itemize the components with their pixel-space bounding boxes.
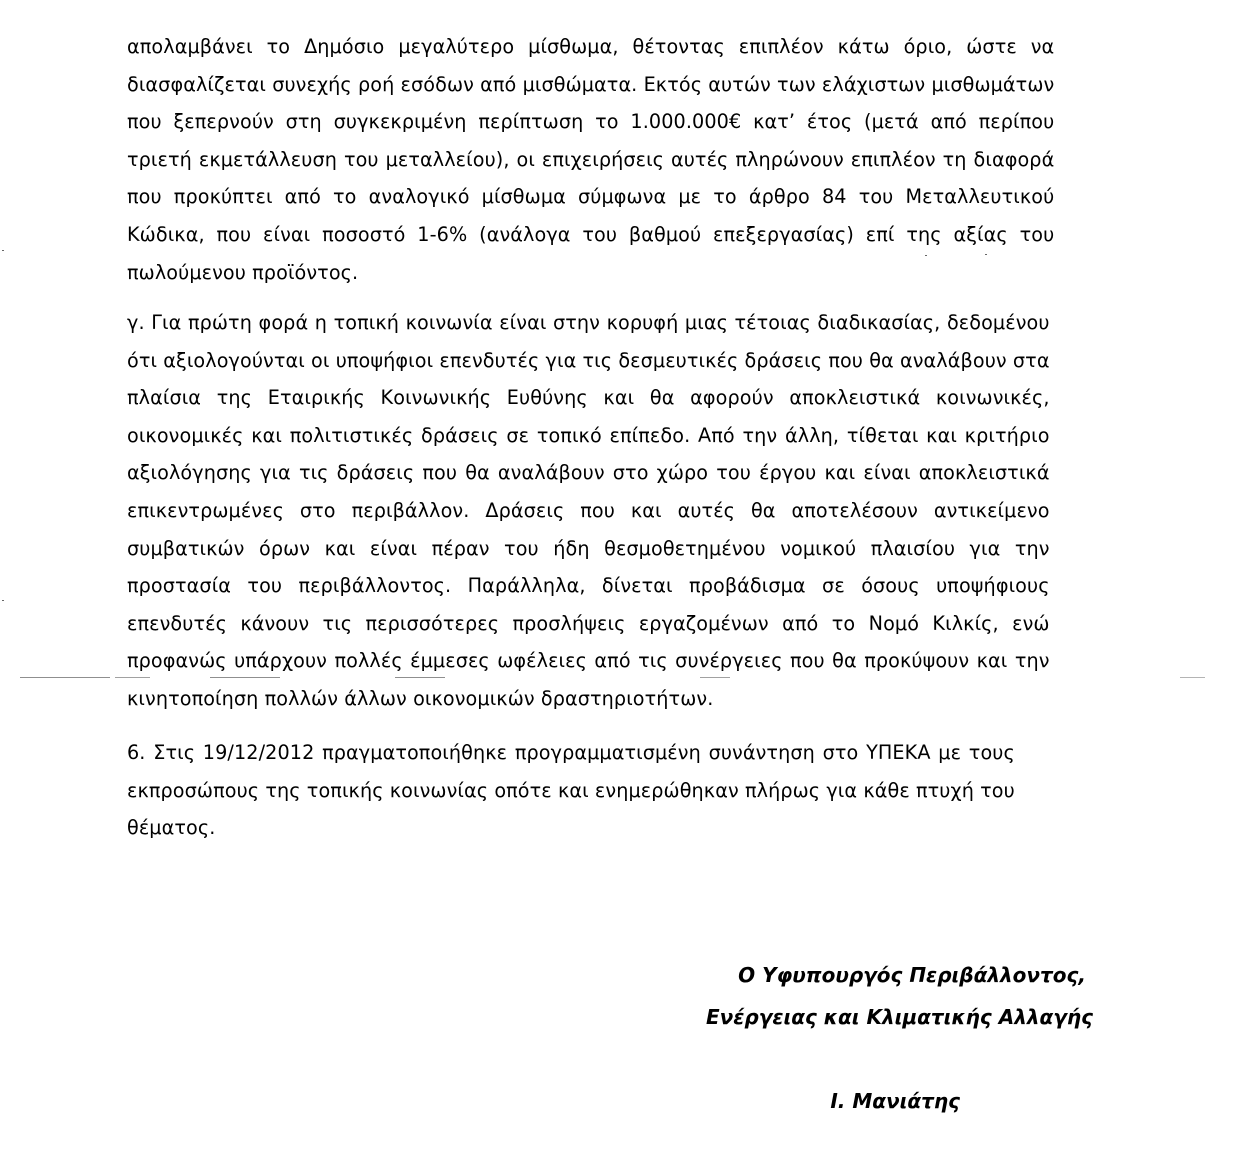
scan-artifact-line — [700, 677, 730, 678]
scan-artifact-line — [395, 677, 445, 678]
signature-title-line1: Ο Υφυπουργός Περιβάλλοντος, — [738, 963, 1086, 987]
scan-speck — [985, 254, 987, 255]
text-line: κινητοποίηση πολλών άλλων οικονομικών δραστηριοτήτων. — [127, 686, 714, 710]
scan-artifact-line — [115, 677, 150, 678]
text-line: που προκύπτει από το αναλογικό μίσθωμα σύμφωνα με το άρθρο 84 του Μεταλλευτικού — [127, 185, 1055, 209]
text-line: 6. Στις 19/12/2012 πραγματοποιήθηκε προγραμματισμένη συνάντηση στο ΥΠΕΚΑ με τους — [127, 741, 1015, 764]
text-line: προφανώς υπάρχουν πολλές έμμεσες ωφέλειες από τις συνέργειες που θα προκύψουν και την — [127, 649, 1050, 673]
paragraph-gamma-local-community — [127, 304, 1050, 718]
paragraph-lease-continuation — [127, 28, 1054, 291]
text-line: τριετή εκμετάλλευση του μεταλλείου), οι επιχειρήσεις αυτές πληρώνουν επιπλέον τη διαφορά — [127, 147, 1055, 171]
text-line: αξιολόγησης για τις δράσεις που θα αναλάβουν στο χώρο του έργου και είναι αποκλειστικά — [127, 461, 1050, 485]
text-line: γ. Για πρώτη φορά η τοπική κοινωνία είναι στην κορυφή μιας τέτοιας διαδικασίας, δεδομένου — [127, 311, 1050, 334]
scan-speck — [925, 255, 927, 256]
scan-artifact-line — [1180, 677, 1205, 678]
signature-title-line2: Ενέργειας και Κλιματικής Αλλαγής — [705, 1005, 1093, 1029]
text-line: επικεντρωμένες στο περιβάλλον. Δράσεις που και αυτές θα αποτελέσουν αντικείμενο — [127, 498, 1050, 522]
text-line: θέματος. — [127, 816, 216, 840]
text-line: οικονομικές και πολιτιστικές δράσεις σε τοπικό επίπεδο. Από την άλλη, τίθεται και κριτήριο — [127, 423, 1050, 447]
paragraph-6-meeting — [127, 734, 1015, 847]
text-line: συμβατικών όρων και είναι πέραν του ήδη θεσμοθετημένου νομικού πλαισίου για την — [127, 536, 1050, 560]
text-line: διασφαλίζεται συνεχής ροή εσόδων από μισθώματα. Εκτός αυτών των ελάχιστων μισθωμάτων — [127, 72, 1055, 96]
text-line: ότι αξιολογούνται οι υποψήφιοι επενδυτές για τις δεσμευτικές δράσεις που θα αναλάβουν στα — [127, 348, 1050, 372]
text-line: εκπροσώπους της τοπικής κοινωνίας οπότε και ενημερώθηκαν πλήρως για κάθε πτυχή του — [127, 778, 1015, 802]
text-line: πλαίσια της Εταιρικής Κοινωνικής Ευθύνης και θα αφορούν αποκλειστικά κοινωνικές, — [127, 386, 1050, 410]
signature-name: Ι. Μανιάτης — [830, 1089, 960, 1113]
scan-artifact-line — [210, 677, 280, 678]
scan-speck — [2, 250, 4, 251]
text-line: προστασία του περιβάλλοντος. Παράλληλα, δίνεται προβάδισμα σε όσους υποψήφιους — [127, 574, 1050, 598]
scan-artifact-line — [20, 677, 110, 678]
text-line: Κώδικα, που είναι ποσοστό 1-6% (ανάλογα του βαθμού επεξεργασίας) επί της αξίας του — [127, 222, 1055, 246]
text-line: που ξεπερνούν στη συγκεκριμένη περίπτωση το 1.000.000€ κατ’ έτος (μετά από περίπου — [127, 110, 1055, 134]
scan-speck — [2, 600, 4, 601]
text-line: απολαμβάνει το Δημόσιο μεγαλύτερο μίσθωμα, θέτοντας επιπλέον κάτω όριο, ώστε να — [127, 35, 1055, 58]
text-line: επενδυτές κάνουν τις περισσότερες προσλήψεις εργαζομένων από το Νομό Κιλκίς, ενώ — [127, 611, 1050, 635]
text-line: πωλούμενου προϊόντος. — [127, 260, 359, 284]
